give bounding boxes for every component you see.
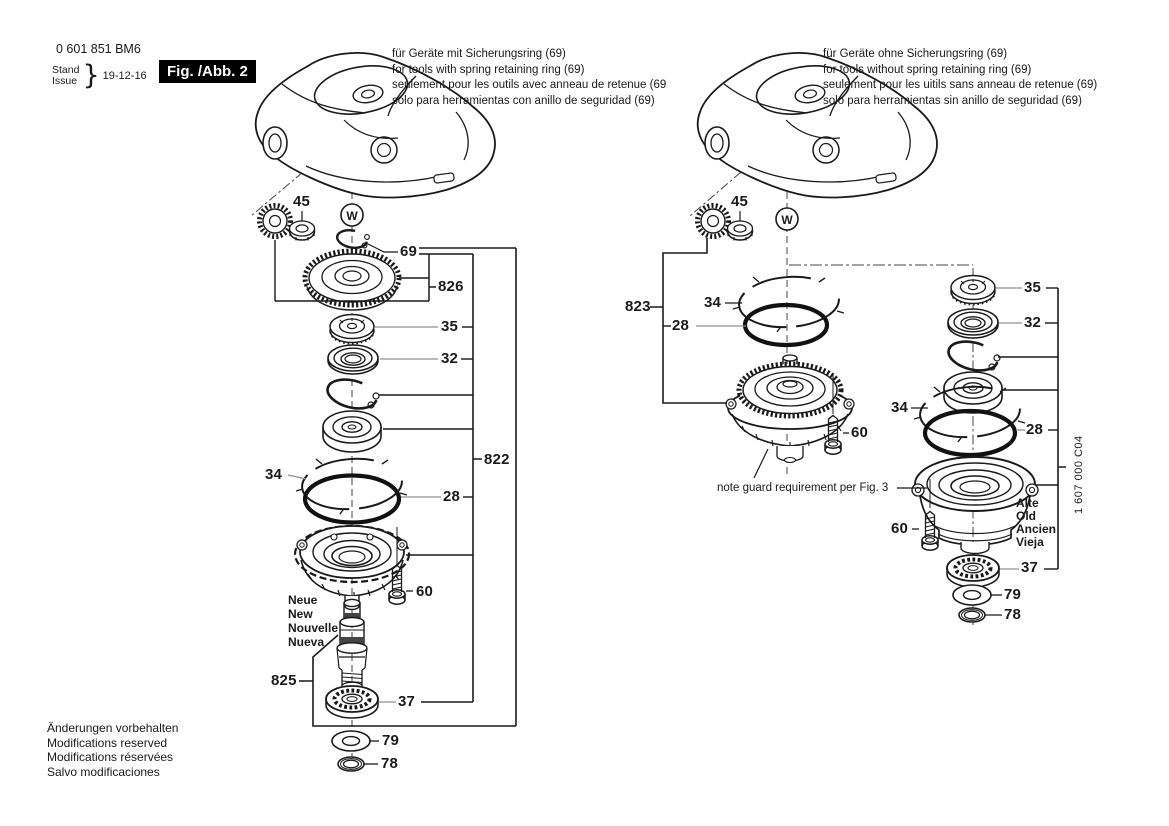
pinion-gear-45-right (698, 206, 753, 241)
callout-69: 69 (400, 243, 418, 260)
ball-bearing-right (944, 372, 1002, 413)
revision-date: 19-12-16 (102, 69, 147, 82)
footer-de: Änderungen vorbehalten (47, 721, 179, 735)
callout-45-right: 45 (731, 193, 749, 210)
callout-826: 826 (438, 278, 464, 295)
issue-label: Issue (52, 74, 78, 87)
note-with-ring-fr: seulement pour les outils avec anneau de retenue (69 (392, 79, 667, 91)
callout-32-left: 32 (441, 350, 459, 367)
callout-34-center: 34 (704, 294, 722, 311)
note-without-ring-es: solo para herramientas sin anillo de seguridad (69) (823, 94, 1082, 107)
bearing-37-right (947, 555, 999, 587)
brackets-right (650, 211, 1066, 615)
footer-block (47, 721, 178, 779)
guard-note: note guard requirement per Fig. 3 (717, 482, 889, 494)
callout-37-left: 37 (398, 693, 416, 710)
new-label-de: Neue (288, 593, 318, 607)
washer-79-right (953, 585, 991, 605)
callout-79-right: 79 (1004, 586, 1022, 603)
callout-34-left: 34 (265, 466, 283, 483)
seal-32-left (328, 345, 378, 374)
adjust-ring-35-left (330, 315, 374, 344)
old-label-en: Old (1016, 509, 1036, 523)
callout-35-right: 35 (1024, 279, 1042, 296)
figure-label: Fig. /Abb. 2 (159, 60, 256, 83)
callout-32-right: 32 (1024, 314, 1042, 331)
callout-79-left: 79 (382, 732, 400, 749)
callout-28-center: 28 (672, 317, 690, 334)
callout-78-right: 78 (1004, 606, 1022, 623)
seal-32-right (948, 309, 998, 338)
w-mark-left (341, 204, 363, 226)
new-label-en: New (288, 607, 313, 621)
note-with-ring-de: für Geräte mit Sicherungsring (69) (392, 48, 566, 60)
washer-79-left (332, 731, 370, 751)
callout-34-right: 34 (891, 399, 909, 416)
callout-60-center: 60 (851, 424, 869, 441)
revision-brace: } (82, 60, 100, 91)
ring-78-right (959, 608, 985, 622)
old-label-es: Vieja (1016, 535, 1044, 549)
callout-78-left: 78 (381, 755, 399, 772)
type-number: 0 601 851 BM6 (56, 42, 141, 56)
callout-825: 825 (271, 672, 297, 689)
pinion-gear-45-left (260, 206, 315, 241)
footer-en: Modifications reserved (47, 735, 168, 750)
callout-822: 822 (484, 451, 510, 468)
footer-fr: Modifications réservées (47, 750, 174, 764)
callout-60-left: 60 (416, 583, 434, 600)
adjust-ring-35-right (951, 276, 995, 305)
note-without-ring-en: for tools without spring retaining ring (69) (823, 63, 1032, 76)
new-label-fr: Nouvelle (288, 621, 339, 635)
screw-60-right (922, 512, 938, 551)
doc-number: 1 607 000 C04 (1073, 435, 1085, 514)
old-label-de: Alte (1016, 496, 1039, 510)
stand-label: Stand (52, 63, 80, 76)
callout-45-left: 45 (293, 193, 311, 210)
note-without-ring-fr: seulement pour les uitils sans anneau de retenue (69) (823, 79, 1098, 91)
callout-28-right: 28 (1026, 421, 1044, 438)
new-label-block (288, 593, 338, 649)
revision-words (52, 65, 79, 87)
w-mark-right (776, 208, 798, 230)
note-without-ring-de: für Geräte ohne Sicherungsring (69) (823, 48, 1008, 60)
note-with-ring-es: solo para herramientas con anillo de seguridad (69) (392, 94, 655, 107)
callout-823: 823 (625, 298, 651, 315)
callout-35-left: 35 (441, 318, 459, 335)
footer-es: Salvo modificaciones (47, 764, 160, 779)
new-label-es: Nueva (288, 635, 325, 649)
old-label-fr: Ancien (1016, 522, 1057, 536)
revision-row (52, 60, 147, 91)
callout-60-right: 60 (891, 520, 909, 537)
bearing-37-left (326, 686, 378, 718)
old-label-block (1016, 497, 1056, 549)
ring-78-left (338, 757, 364, 771)
note-without-ring (823, 47, 1097, 109)
o-ring-28-center (745, 305, 827, 345)
retaining-ring-69 (336, 228, 370, 250)
ball-bearing-left (323, 411, 381, 452)
note-with-ring (392, 47, 666, 109)
callout-28-left: 28 (443, 488, 461, 505)
note-with-ring-en: for tools with spring retaining ring (69) (392, 63, 585, 76)
svg-text:W: W (346, 209, 358, 223)
svg-text:W: W (781, 213, 793, 227)
callout-37-right: 37 (1021, 559, 1039, 576)
